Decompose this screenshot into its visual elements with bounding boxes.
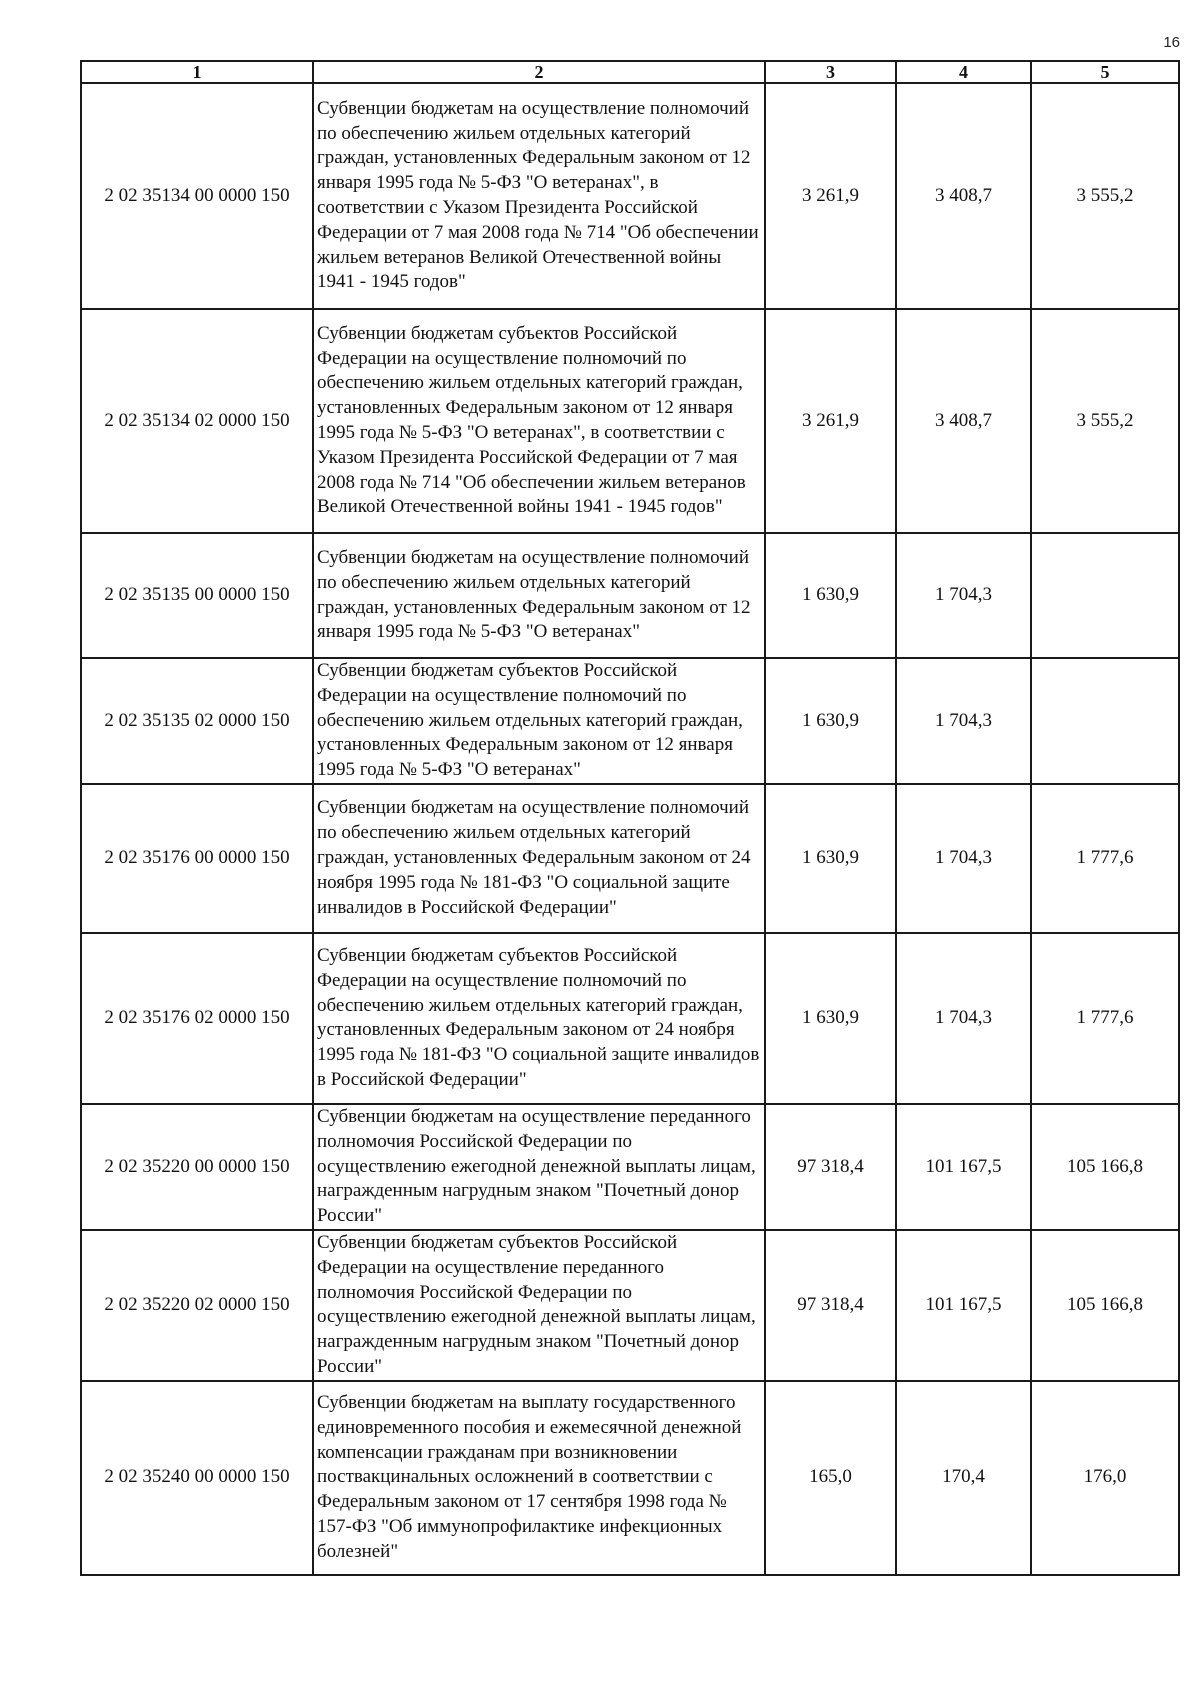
row-value-col3: 3 261,9 <box>765 83 896 309</box>
row-description: Субвенции бюджетам на осуществление полномочий по обеспечению жильем отдельных категорий граждан, установленных Федеральным законом от 12 января 1995 года № 5-ФЗ "О ветеранах", в соответствии с Указом Президента Российской Федерации от 7 мая 2008 года № 714 "Об обеспечении жильем ветеранов Великой Отечественной войны 1941 - 1945 годов" <box>313 83 765 309</box>
row-value-col5: 1 777,6 <box>1031 784 1179 933</box>
table-row <box>81 1381 1179 1575</box>
column-header-4: 4 <box>896 61 1031 83</box>
row-description: Субвенции бюджетам на осуществление переданного полномочия Российской Федерации по осуществлению ежегодной денежной выплаты лицам, награжденным нагрудным знаком "Почетный донор России" <box>313 1104 765 1230</box>
row-description: Субвенции бюджетам на осуществление полномочий по обеспечению жильем отдельных категорий граждан, установленных Федеральным законом от 12 января 1995 года № 5-ФЗ "О ветеранах" <box>313 533 765 658</box>
column-header-3: 3 <box>765 61 896 83</box>
row-value-col5: 176,0 <box>1031 1381 1179 1575</box>
row-value-col4: 101 167,5 <box>896 1230 1031 1381</box>
column-header-2: 2 <box>313 61 765 83</box>
row-code: 2 02 35240 00 0000 150 <box>81 1381 313 1575</box>
row-value-col5: 105 166,8 <box>1031 1230 1179 1381</box>
row-value-col3: 1 630,9 <box>765 658 896 784</box>
column-header-5: 5 <box>1031 61 1179 83</box>
column-header-1: 1 <box>81 61 313 83</box>
row-value-col5 <box>1031 533 1179 658</box>
row-value-col3: 97 318,4 <box>765 1230 896 1381</box>
table-row <box>81 658 1179 784</box>
row-value-col5: 1 777,6 <box>1031 933 1179 1104</box>
table-row <box>81 1230 1179 1381</box>
table-row <box>81 1104 1179 1230</box>
row-value-col4: 1 704,3 <box>896 533 1031 658</box>
budget-table <box>80 60 1180 1576</box>
header-row <box>81 61 1179 83</box>
row-value-col4: 3 408,7 <box>896 309 1031 533</box>
row-value-col4: 101 167,5 <box>896 1104 1031 1230</box>
row-value-col3: 165,0 <box>765 1381 896 1575</box>
row-description: Субвенции бюджетам на выплату государственного единовременного пособия и ежемесячной денежной компенсации гражданам при возникновении поствакцинальных осложнений в соответствии с Федеральным законом от 17 сентября 1998 года № 157-ФЗ "Об иммунопрофилактике инфекционных болезней" <box>313 1381 765 1575</box>
row-value-col3: 1 630,9 <box>765 533 896 658</box>
row-code: 2 02 35176 00 0000 150 <box>81 784 313 933</box>
row-description: Субвенции бюджетам субъектов Российской Федерации на осуществление полномочий по обеспечению жильем отдельных категорий граждан, установленных Федеральным законом от 24 ноября 1995 года № 181-ФЗ "О социальной защите инвалидов в Российской Федерации" <box>313 933 765 1104</box>
row-code: 2 02 35134 02 0000 150 <box>81 309 313 533</box>
row-description: Субвенции бюджетам субъектов Российской Федерации на осуществление переданного полномочия Российской Федерации по осуществлению ежегодной денежной выплаты лицам, награжденным нагрудным знаком "Почетный донор России" <box>313 1230 765 1381</box>
row-code: 2 02 35135 00 0000 150 <box>81 533 313 658</box>
row-code: 2 02 35220 02 0000 150 <box>81 1230 313 1381</box>
table-row <box>81 533 1179 658</box>
row-value-col5 <box>1031 658 1179 784</box>
row-description: Субвенции бюджетам субъектов Российской Федерации на осуществление полномочий по обеспечению жильем отдельных категорий граждан, установленных Федеральным законом от 12 января 1995 года № 5-ФЗ "О ветеранах", в соответствии с Указом Президента Российской Федерации от 7 мая 2008 года № 714 "Об обеспечении жильем ветеранов Великой Отечественной войны 1941 - 1945 годов" <box>313 309 765 533</box>
row-value-col4: 1 704,3 <box>896 784 1031 933</box>
table-row <box>81 83 1179 309</box>
table-row <box>81 933 1179 1104</box>
row-value-col4: 170,4 <box>896 1381 1031 1575</box>
row-value-col4: 3 408,7 <box>896 83 1031 309</box>
table-row <box>81 309 1179 533</box>
row-value-col3: 1 630,9 <box>765 933 896 1104</box>
row-code: 2 02 35220 00 0000 150 <box>81 1104 313 1230</box>
row-value-col4: 1 704,3 <box>896 933 1031 1104</box>
row-value-col4: 1 704,3 <box>896 658 1031 784</box>
page-number: 16 <box>1163 34 1180 51</box>
row-value-col3: 1 630,9 <box>765 784 896 933</box>
row-value-col5: 3 555,2 <box>1031 309 1179 533</box>
table-row <box>81 784 1179 933</box>
row-code: 2 02 35134 00 0000 150 <box>81 83 313 309</box>
row-code: 2 02 35176 02 0000 150 <box>81 933 313 1104</box>
row-description: Субвенции бюджетам на осуществление полномочий по обеспечению жильем отдельных категорий граждан, установленных Федеральным законом от 24 ноября 1995 года № 181-ФЗ "О социальной защите инвалидов в Российской Федерации" <box>313 784 765 933</box>
row-value-col5: 105 166,8 <box>1031 1104 1179 1230</box>
row-code: 2 02 35135 02 0000 150 <box>81 658 313 784</box>
row-value-col3: 3 261,9 <box>765 309 896 533</box>
row-description: Субвенции бюджетам субъектов Российской Федерации на осуществление полномочий по обеспечению жильем отдельных категорий граждан, установленных Федеральным законом от 12 января 1995 года № 5-ФЗ "О ветеранах" <box>313 658 765 784</box>
row-value-col5: 3 555,2 <box>1031 83 1179 309</box>
row-value-col3: 97 318,4 <box>765 1104 896 1230</box>
